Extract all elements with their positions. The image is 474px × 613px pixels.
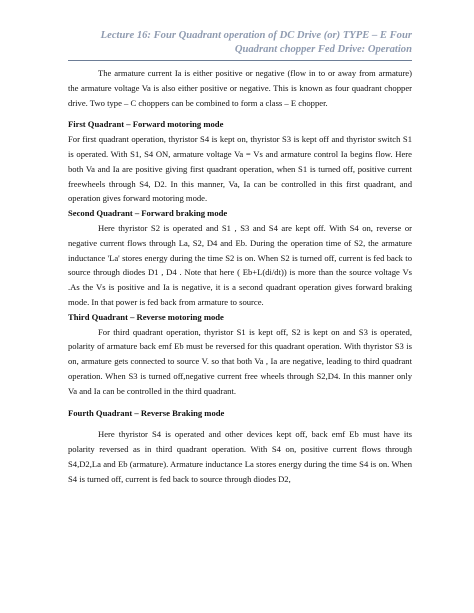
section-heading-third-quadrant: Third Quadrant – Reverse motoring mode (68, 311, 224, 322)
section-heading-first-quadrant: First Quadrant – Forward motoring mode (68, 119, 224, 130)
spacer (68, 420, 412, 427)
section-body-third-quadrant: For third quadrant operation, thyristor S1 is kept off, S2 is kept on and S3 is operated, polarity of armature back emf Eb must be reversed for this quadrant operation. With thyristor S3 is on, armature gets connected to source V. so that both Va , Ia are negative, leading to third quadrant operation. When S3 is turned off,negative current free wheels through S2,D4. In this manner only Va and Ia can be controlled in the third quadrant. (68, 326, 412, 396)
section-heading-second-quadrant: Second Quadrant – Forward braking mode (68, 208, 228, 219)
spacer (68, 110, 412, 117)
header-line-2: Quadrant chopper Fed Drive: Operation (234, 44, 412, 55)
page-body (68, 66, 412, 487)
lecture-header (72, 29, 412, 57)
spacer (68, 399, 412, 406)
section-heading-fourth-quadrant: Fourth Quadrant – Reverse Braking mode (68, 407, 225, 418)
header-line-1: Lecture 16: Four Quadrant operation of DC Drive (or) TYPE – E Four (100, 30, 412, 41)
section-body-fourth-quadrant: Here thyristor S4 is operated and other devices kept off, back emf Eb must have its polarity reversed as in third quadrant operation. With S4 on, positive current flows through S4,D2,La and Eb (armature). Armature inductance La stores energy during the time S4 is on. When S4 is turned off, current is fed back to source through diodes D2, (68, 429, 412, 484)
header-rule (68, 60, 412, 61)
section-body-first-quadrant: For first quadrant operation, thyristor S4 is kept on, thyristor S3 is kept off and thyristor switch S1 is operated. With S1, S4 ON, armature voltage Va = Vs and armature control Ia begins flow. Here both Va and Ia are positive giving first quadrant operation, when S1 is turned off, positive current freewheels through S4, D2. In this manner, Va, Ia can be controlled in this first quadrant, and operation gives forward motoring mode. (68, 134, 412, 204)
intro-paragraph: The armature current Ia is either positive or negative (flow in to or away from armature) the armature voltage Va is also either positive or negative. This is known as four quadrant chopper drive. Two type – C choppers can be combined to form a class – E chopper. (68, 68, 412, 108)
section-body-second-quadrant: Here thyristor S2 is operated and S1 , S3 and S4 are kept off. With S4 on, reverse or negative current flows through La, S2, D4 and Eb. During the operation time of S2, the armature inductance 'La' stores energy during the time S2 is on. When S2 is turned off, current is fed back to source through diodes D1 , D4 . Note that here ( Eb+L(di/dt)) is more than the source voltage Vs .As the Vs is positive and Ia is negative, it is a second quadrant operation gives forward braking mode. In that power is fed back from armature to source. (68, 222, 412, 307)
